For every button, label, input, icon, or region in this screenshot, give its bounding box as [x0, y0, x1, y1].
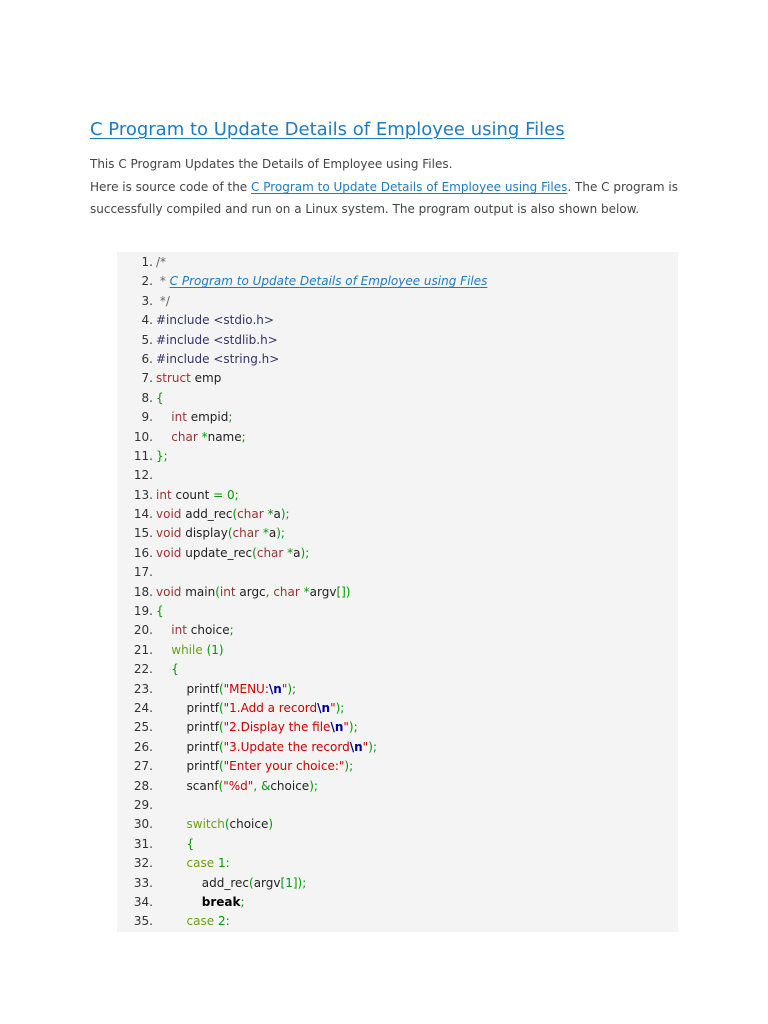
code-token: *	[303, 584, 310, 599]
code-token: void	[156, 507, 182, 522]
code-token: "%d"	[223, 778, 254, 793]
code-token: );	[280, 507, 290, 522]
code-line	[117, 699, 678, 718]
code-token: printf	[156, 739, 219, 754]
line-number: 3.	[141, 293, 153, 308]
code-token: \n	[317, 700, 331, 715]
line-number: 1.	[141, 255, 153, 269]
code-line	[117, 660, 678, 679]
code-text	[153, 854, 230, 873]
code-token: );	[300, 545, 310, 560]
code-line	[117, 583, 678, 602]
code-token: case	[186, 856, 215, 871]
code-line	[117, 777, 678, 796]
code-line	[117, 428, 678, 447]
code-line	[117, 563, 678, 582]
line-number: 14.	[133, 507, 153, 522]
line-number: 22.	[133, 662, 153, 677]
code-token: (	[218, 759, 224, 774]
line-number: 18.	[133, 584, 153, 599]
code-text	[153, 835, 194, 854]
code-text	[153, 912, 230, 931]
code-line	[117, 912, 678, 931]
code-token: );	[287, 681, 297, 696]
code-token: (	[215, 584, 220, 599]
code-line	[117, 447, 678, 466]
code-line	[117, 369, 678, 388]
code-text	[153, 621, 234, 640]
line-number: 30.	[133, 817, 153, 832]
code-token: \n	[330, 720, 344, 735]
code-token: [])	[336, 584, 351, 599]
code-token: );	[276, 526, 285, 541]
code-token: );	[309, 778, 318, 793]
code-line	[117, 718, 678, 737]
code-token: "Enter your choice:"	[223, 759, 345, 774]
code-token: empid	[186, 410, 229, 425]
code-text	[153, 350, 279, 369]
code-text	[153, 369, 221, 388]
code-token: :	[225, 856, 230, 871]
code-text	[153, 641, 224, 660]
line-number: 29.	[133, 797, 153, 812]
code-text	[153, 292, 170, 311]
code-token: );	[335, 700, 345, 715]
code-token: char	[232, 526, 260, 541]
code-token: ]);	[292, 875, 307, 890]
code-token: *	[267, 507, 274, 522]
line-number: 32.	[133, 856, 153, 871]
code-token: {	[156, 604, 164, 619]
code-text	[153, 331, 278, 350]
line-number: 17.	[133, 565, 153, 580]
code-token: update_rec	[181, 545, 253, 560]
code-token: "	[362, 739, 369, 754]
line-number: 19.	[133, 604, 153, 619]
code-text	[153, 272, 487, 291]
code-text	[153, 660, 179, 679]
paragraph-text-before-link: Here is source code of the	[90, 180, 251, 194]
code-token: argv	[253, 875, 281, 890]
code-line	[117, 466, 678, 485]
code-token: /*	[156, 255, 167, 269]
code-line	[117, 524, 678, 543]
code-token: struct	[156, 371, 191, 386]
code-token: "	[330, 700, 336, 715]
line-number: 5.	[141, 332, 153, 347]
article-title[interactable]: C Program to Update Details of Employee using Files	[90, 119, 565, 140]
code-token: argv	[309, 584, 337, 599]
code-text	[153, 311, 274, 330]
code-token: "	[281, 681, 288, 696]
code-token: &	[260, 778, 271, 793]
code-text	[153, 253, 166, 272]
code-token: choice	[186, 623, 230, 638]
code-token: ;	[234, 487, 239, 502]
code-text	[153, 874, 306, 893]
code-text	[153, 738, 377, 757]
code-token: void	[156, 526, 182, 541]
code-line	[117, 680, 678, 699]
code-token: argc	[235, 584, 266, 599]
code-token: count	[171, 487, 214, 502]
code-token: add_rec	[156, 875, 250, 890]
code-token: #include <stdio.h>	[156, 313, 274, 328]
code-token: ;	[240, 894, 245, 909]
code-line	[117, 796, 678, 815]
code-token	[156, 623, 171, 637]
code-token: =	[213, 487, 224, 502]
code-token: (	[218, 778, 224, 793]
line-number: 4.	[141, 313, 153, 328]
line-number: 20.	[133, 623, 153, 638]
code-token: char	[273, 584, 300, 599]
code-token: emp	[190, 371, 222, 386]
code-token: printf	[156, 720, 219, 735]
code-token: add_rec	[181, 507, 233, 522]
code-token	[156, 914, 187, 928]
code-token: "3.Update the record	[223, 739, 350, 754]
code-text	[153, 699, 344, 718]
code-token: \n	[349, 739, 363, 754]
code-line	[117, 738, 678, 757]
code-line	[117, 253, 678, 272]
code-comment-link[interactable]: C Program to Update Details of Employee using Files	[169, 274, 488, 289]
code-token: ;	[228, 410, 233, 425]
line-number: 28.	[133, 778, 153, 793]
code-token: display	[181, 526, 228, 541]
line-number: 13.	[133, 487, 153, 502]
code-text	[153, 544, 309, 563]
code-text	[153, 563, 156, 582]
line-number: 8.	[141, 390, 153, 405]
code-token: "2.Display the file	[223, 720, 331, 735]
code-token: (	[218, 681, 224, 696]
line-number: 21.	[133, 642, 153, 657]
line-number: 34.	[133, 894, 153, 909]
code-token: *	[287, 545, 294, 560]
code-token: ;	[241, 429, 246, 444]
code-line	[117, 311, 678, 330]
code-text	[153, 796, 156, 815]
code-token: (	[249, 875, 254, 890]
code-text	[153, 893, 245, 912]
line-number: 2.	[141, 274, 153, 289]
line-number: 16.	[133, 545, 153, 560]
code-token: printf	[156, 681, 219, 696]
code-text	[153, 757, 353, 776]
line-number: 9.	[141, 410, 153, 425]
code-line	[117, 757, 678, 776]
code-line	[117, 544, 678, 563]
code-token: :	[225, 914, 230, 929]
code-token: #include <stdlib.h>	[156, 332, 278, 347]
line-number: 23.	[133, 681, 153, 696]
code-token: switch	[186, 817, 225, 832]
code-token: *	[201, 429, 208, 444]
code-token: (	[218, 720, 224, 735]
code-text	[153, 524, 285, 543]
line-number: 31.	[133, 836, 153, 851]
code-token	[156, 662, 171, 676]
code-token: {	[156, 390, 164, 405]
code-token: {	[171, 662, 179, 677]
code-token	[156, 643, 171, 657]
line-number: 24.	[133, 700, 153, 715]
code-token: int	[171, 410, 187, 425]
code-token: (	[206, 642, 212, 657]
line-number: 7.	[141, 371, 153, 386]
code-token	[156, 410, 171, 424]
code-line	[117, 408, 678, 427]
description-paragraph	[90, 176, 678, 220]
code-token: void	[156, 545, 182, 560]
code-token	[156, 895, 202, 909]
code-token: 2	[217, 914, 226, 929]
intro-text: This C Program Updates the Details of Employee using Files.	[90, 157, 453, 171]
code-text	[153, 718, 358, 737]
line-number: 26.	[133, 739, 153, 754]
code-token: a	[268, 526, 277, 541]
code-token: {	[186, 836, 195, 851]
code-text	[153, 447, 168, 466]
code-text	[153, 408, 232, 427]
code-token: (	[218, 700, 224, 715]
code-line	[117, 815, 678, 834]
code-token: scanf	[156, 778, 219, 793]
code-token: int	[156, 487, 172, 502]
code-text	[153, 583, 350, 602]
code-token: "	[343, 720, 349, 735]
code-token: *	[262, 526, 269, 541]
line-number: 27.	[133, 759, 153, 774]
code-token: char	[256, 545, 284, 560]
code-block	[117, 252, 678, 932]
code-token: 0	[227, 487, 235, 502]
code-token: choice	[229, 817, 269, 832]
code-token: \n	[268, 681, 282, 696]
code-line	[117, 272, 678, 291]
code-token: name	[207, 429, 242, 444]
code-line	[117, 331, 678, 350]
code-token: );	[348, 720, 358, 735]
code-token: ,	[265, 584, 270, 599]
code-token: (	[232, 507, 238, 522]
code-token: (	[227, 526, 233, 541]
code-line	[117, 505, 678, 524]
code-token: (	[218, 739, 224, 754]
code-line	[117, 641, 678, 660]
code-line	[117, 389, 678, 408]
code-token: [	[280, 875, 286, 890]
code-token: char	[171, 429, 198, 444]
code-text	[153, 486, 239, 505]
code-token: };	[156, 448, 168, 463]
line-number: 35.	[133, 914, 153, 929]
line-number: 11.	[133, 448, 153, 463]
code-token	[156, 856, 187, 870]
code-token: *	[156, 274, 170, 289]
code-line	[117, 486, 678, 505]
code-token: void	[156, 584, 182, 599]
code-token: a	[273, 507, 281, 522]
line-number: 15.	[133, 526, 153, 541]
code-line-list	[117, 253, 678, 932]
code-text	[153, 428, 246, 447]
code-text	[153, 389, 164, 408]
code-token: );	[344, 759, 354, 774]
code-text	[153, 680, 296, 699]
line-number: 10.	[133, 429, 153, 444]
line-number: 33.	[133, 875, 153, 890]
code-token	[156, 837, 187, 851]
code-token: int	[171, 623, 187, 638]
code-token: choice	[270, 778, 310, 793]
code-token: case	[186, 914, 215, 929]
code-line	[117, 621, 678, 640]
code-line	[117, 893, 678, 912]
code-text	[153, 505, 290, 524]
code-token: printf	[156, 759, 219, 774]
code-token: (	[224, 817, 230, 832]
code-token: "MENU:	[223, 681, 269, 696]
line-number: 12.	[133, 468, 153, 483]
code-token: while	[171, 642, 203, 657]
code-line	[117, 854, 678, 873]
code-token: (	[252, 545, 257, 560]
code-token: )	[268, 817, 274, 832]
code-line	[117, 874, 678, 893]
code-token: a	[293, 545, 301, 560]
code-token: */	[156, 293, 170, 308]
code-text	[153, 466, 156, 485]
code-token: 1	[285, 875, 293, 890]
code-line	[117, 602, 678, 621]
code-line	[117, 292, 678, 311]
code-token: ;	[229, 623, 234, 638]
code-token	[156, 430, 171, 444]
code-token: int	[219, 584, 236, 599]
code-token: );	[368, 739, 377, 754]
code-token: printf	[156, 700, 219, 715]
code-line	[117, 835, 678, 854]
line-number: 25.	[133, 720, 153, 735]
code-token: 1	[217, 856, 226, 871]
line-number: 6.	[141, 351, 153, 366]
code-token: #include <string.h>	[156, 351, 280, 366]
code-token: )	[218, 642, 224, 657]
code-text	[153, 777, 318, 796]
code-token	[156, 817, 187, 831]
program-link[interactable]: C Program to Update Details of Employee using Files	[251, 180, 568, 194]
code-text	[153, 815, 273, 834]
code-token: break	[201, 894, 241, 909]
code-line	[117, 350, 678, 369]
code-text	[153, 602, 164, 621]
code-token: 1	[211, 642, 219, 657]
code-token: main	[181, 584, 216, 599]
code-token: "1.Add a record	[223, 700, 318, 715]
paragraph-text-after-link: . The C program is successfully compiled and run on a Linux system. The program output is also shown below.	[90, 180, 678, 216]
code-token: char	[237, 507, 264, 522]
code-token: ,	[253, 778, 258, 793]
